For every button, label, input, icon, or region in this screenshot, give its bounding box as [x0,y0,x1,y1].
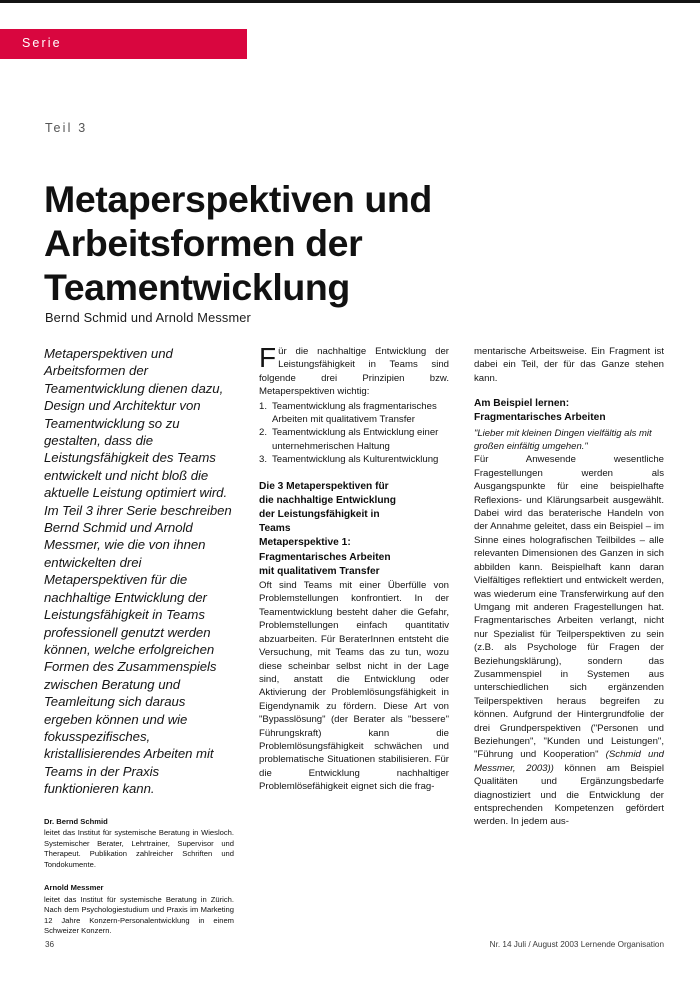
column-spacer [474,385,664,397]
drop-cap: F [259,342,277,373]
serie-banner-label: Serie [22,36,62,50]
page-number: 36 [45,940,55,949]
issue-info: Nr. 14 Juli / August 2003 Lernende Organisation [489,940,664,949]
source-citation: (Schmid und Messmer, 2003)) [474,749,664,774]
continuation-paragraph: mentarische Arbeitsweise. Ein Fragment ist dabei ein Teil, der für das Ganze stehen kann. [474,346,664,384]
section-heading-line: mit qualitativem Transfer [259,565,380,577]
body-paragraph: Oft sind Teams mit einer Überfülle von Problemstellungen konfrontiert. In der Teamentwicklung besteht daher die Gefahr, Problemstellungen einfach quantitativ abzuarbeiten. Für BeraterInnen entsteht die Versuchung, mit Teams das zu tun, wozu diese scheinbar selbst nicht in der Lage sind, anstatt die Entwicklung oder Aktivierung der Problemlösungsfähigkeit in Eigendynamik zu fördern. Diese Art von "Bypasslösung" (der Berater als "bessere" Führungskraft) kann die Problemlösungsfähigkeit schwächen und problematische Situationen stabilisieren. Für die Entwicklung nachhaltiger Problemlösefähigkeit eignet sich die frag- [259,580,449,793]
page-title-line-1: Metaperspektiven und [44,178,432,221]
author-bio-arnold-messmer [44,883,234,937]
column-one [44,345,234,936]
pull-quote [474,427,664,454]
section-heading-line: der Leistungsfähigkeit in [259,509,380,521]
author-bio-text: leitet das Institut für systemische Beratung in Wiesloch. Systemischer Berater, Lehrtrainer, Supervisor und Therapeut. Publikation zahlreicher Schriften und Tondokumente. [44,828,234,869]
section-heading-line: Fragmentarisches Arbeiten [474,412,606,424]
body-text-segment-2: können am Beispiel Qualitäten und Ergänzungsbedarfe diagnostiziert und die Entwicklung der entsprechenden Kompetenzen gefördert werden. In jedem aus- [474,762,664,828]
author-bio-text: leitet das Institut für systemische Beratung in Zürich. Nach dem Psychologiestudium und Praxis im Marketing 12 Jahre Konzern-Personalentwicklung in einem Schweizer Konzern. [44,894,234,936]
article-columns [44,342,664,936]
list-item [259,400,449,427]
list-item-number: 1. [259,400,268,412]
serie-banner [0,29,247,59]
column-two [259,342,449,930]
lead-abstract: Metaperspektiven und Arbeitsformen der Teamentwicklung dienen dazu, Design und Architektur von Teamentwicklung so zu gestalten, dass die Leistungsfähigkeit des Teams entwickelt und nicht bloß die aktuelle Leistung optimiert wird. Im Teil 3 ihrer Serie beschreiben Bernd Schmid und Arnold Messmer, wie die von ihnen entwickelten drei Metaperspektiven für die nachhaltige Entwicklung der Leistungsfähigkeit in Teams professionell genutzt werden können, welche erfolgreichen Formen des Zusammenspiels zwischen Beratung und Teamleitung sich daraus ergeben können und wie fokusspezifisches, kristallisierendes Arbeiten mit Teams in der Praxis funktionieren kann. [44,346,232,797]
section-heading-line: Fragmentarisches Arbeiten [259,551,391,563]
section-heading-am-beispiel-lernen [474,397,664,425]
list-item-number: 3. [259,454,268,466]
body-paragraph [474,453,664,828]
page-footer [0,940,700,1000]
list-item-label: Teamentwicklung als Kulturentwicklung [272,454,439,466]
pull-quote-line: "Lieber mit kleinen Dingen vielfältig als mit [474,427,652,439]
list-item [259,426,449,453]
part-label: Teil 3 [45,121,88,135]
section-heading-line: Teams [259,523,291,535]
page-title-line-2: Arbeitsformen der [44,222,363,265]
intro-paragraph-text: ür die nachhaltige Entwicklung der Leistungsfähigkeit in Teams sind folgende drei Prinzipien bzw. Metaperspektiven wichtig: [259,346,449,398]
body-text-segment-1: Für Anwesende wesentliche Fragestellungen werden als Ausgangspunkte für eine beispielhafte Reflexions- und Klärungsarbeit ausgewählt. Dabei wird das beraterische Handeln von der Annahme geleitet, dass ein Beispiel – im Sinne eines holografischen Teilbildes – alle relevanten Dimensionen des Ganzen in sich abbilden kann. Beispielhaft kann daran Vielfältiges reflektiert und entwickelt werden, was wiederum eine Transferwirkung auf den Umgang mit anderen Fragestellungen hat. Fragmentarisches Arbeiten verlangt, nicht nur Spezialist für Teilperspektiven zu sein (z.B. als Psychologe für Fragen der Beziehungsklärung), sondern das Zusammenspiel in Systemen aus unterschiedlichen sich ergänzenden Teilperspektiven heraus begreifen zu können. Aufgrund der Hintergrundfolie der drei Grundperspektiven ("Personen und Beziehungen", "Kunden und Leistungen", "Führung und Kooperation" [474,454,664,761]
top-rule [0,0,700,3]
author-bio-name: Arnold Messmer [44,883,104,893]
section-heading-metaperspektive-1 [259,536,449,579]
section-heading-line: die nachhaltige Entwicklung [259,494,396,506]
list-item-label: Teamentwicklung als fragmentarisches Arbeiten mit qualitativem Transfer [272,400,437,426]
byline: Bernd Schmid und Arnold Messmer [45,310,251,325]
pull-quote-line: großen einfältig umgehen." [474,441,588,453]
section-heading-line: Metaperspektive 1: [259,537,351,549]
column-three [474,345,664,930]
section-heading-metaperspektiven [259,480,449,537]
section-heading-line: Am Beispiel lernen: [474,398,570,410]
intro-paragraph [259,342,449,399]
section-heading-line: Die 3 Metaperspektiven für [259,480,389,492]
principles-list [259,400,449,467]
author-bio-bernd-schmid [44,817,234,871]
author-bio-name: Dr. Bernd Schmid [44,816,108,826]
list-item [259,453,449,466]
page-title [44,177,584,309]
page-title-line-3: Teamentwicklung [44,266,350,309]
list-item-number: 2. [259,427,268,439]
list-item-label: Teamentwicklung als Entwicklung einer unternehmerischen Haltung [272,427,439,452]
